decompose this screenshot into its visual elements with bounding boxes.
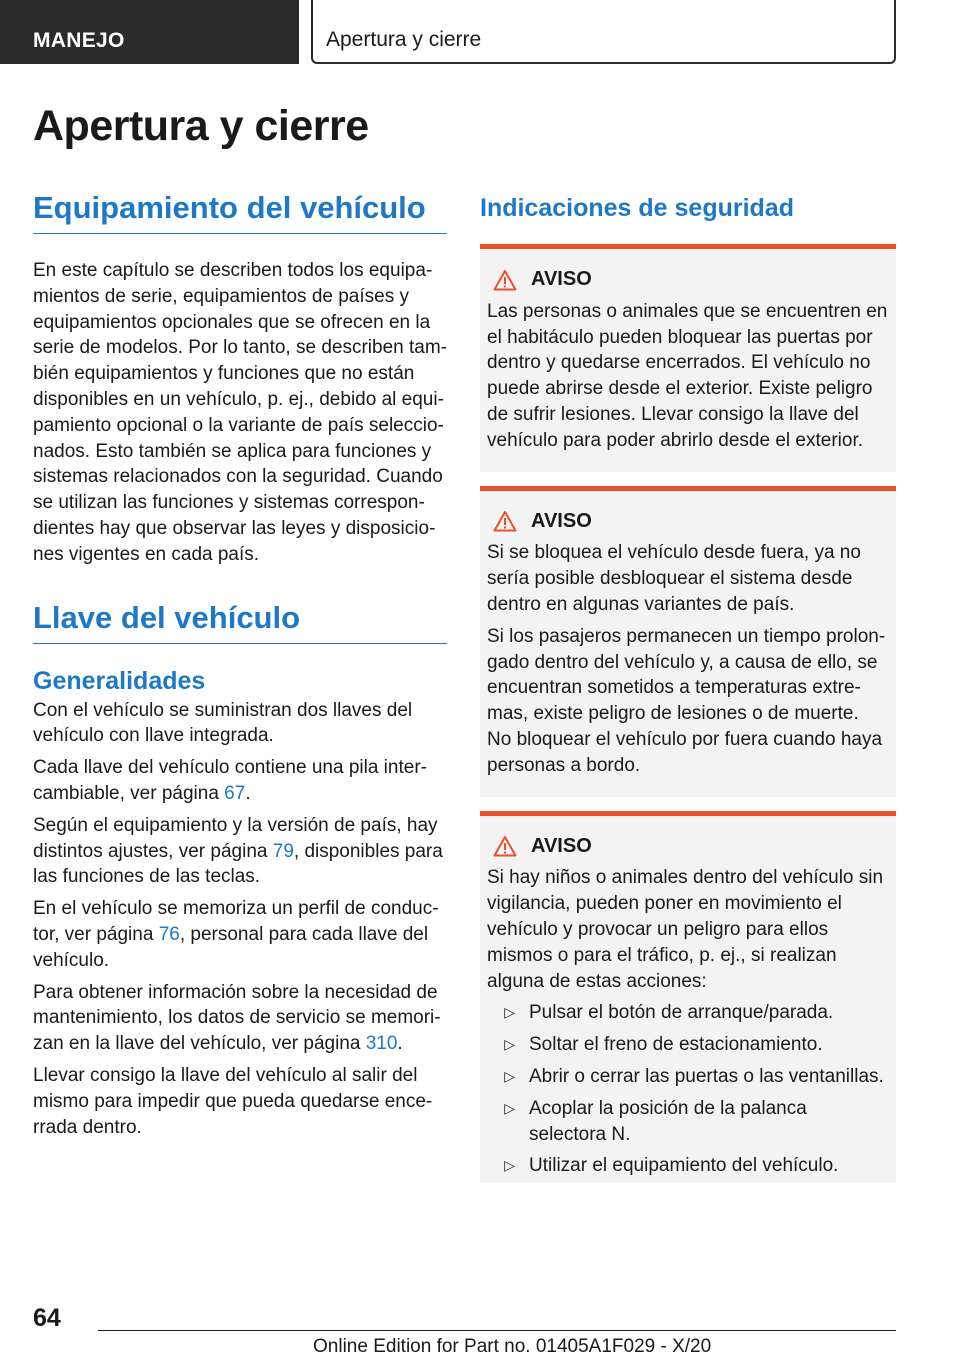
warning-text: Las personas o animales que se encuentren en el habitáculo pueden bloquear las puertas por dentro y quedarse encerrados. El vehículo no puede abrirse desde el exterior. Existe peligro de sufrir lesiones. Llevar consigo la llave del vehículo para poder abrirlo desde el exterior. xyxy=(487,300,888,451)
paragraph-pila: Cada llave del vehículo contiene una pila intercambiable, ver página 67. xyxy=(33,757,427,804)
header-section-tab xyxy=(0,0,299,64)
warning-header xyxy=(487,509,888,535)
warning-label: AVISO xyxy=(531,268,592,290)
header-title-label: Apertura y cierre xyxy=(326,28,482,51)
bullet-triangle-icon: ▷ xyxy=(504,1067,515,1084)
bullet-triangle-icon: ▷ xyxy=(504,1099,515,1116)
warning-label: AVISO xyxy=(531,834,592,857)
footer-divider xyxy=(98,1330,896,1331)
page-link-67[interactable]: 67 xyxy=(224,782,246,804)
page-link-310[interactable]: 310 xyxy=(365,1033,398,1055)
paragraph-mantenimiento: Para obtener información sobre la necesidad de mantenimiento, los datos de servicio se memorizan en la llave del vehículo, ver página 310. xyxy=(33,981,441,1055)
page-link-79[interactable]: 79 xyxy=(272,840,294,862)
warning-label: AVISO xyxy=(531,509,592,532)
page-title: Apertura y cierre xyxy=(33,102,369,150)
warning-text: Si hay niños o animales dentro del vehículo sin vigilancia, pueden poner en movimiento el vehículo y provocar un peligro para ellos mismos o para el tráfico, p. ej., si realizan alguna de estas acciones: xyxy=(487,867,884,992)
warning-text: Si los pasajeros permanecen un tiempo prolongado dentro del vehículo y, a causa de ello, se encuentran sometidos a temperaturas extremas, existe peligro de lesiones o de muerte. No bloquear el vehículo por fuera cuando haya personas a bordo. xyxy=(487,625,886,776)
list-item: ▷ Utilizar el equipamiento del vehículo. xyxy=(487,1153,888,1179)
warning-text: Si se bloquea el vehículo desde fuera, ya no sería posible desbloquear el sistema desde dentro en algunas variantes de país. xyxy=(487,542,861,615)
heading-seguridad: Indicaciones de seguridad xyxy=(480,194,794,222)
bullet-triangle-icon: ▷ xyxy=(504,1004,515,1021)
warning-triangle-icon xyxy=(493,510,517,532)
footer-edition: Online Edition for Part no. 01405A1F029 - X/20 xyxy=(313,1336,712,1357)
paragraph-llaves: Con el vehículo se suministran dos llaves del vehículo con llave integrada. xyxy=(33,699,413,747)
warning-header xyxy=(487,267,888,293)
warning-box-2 xyxy=(480,486,896,797)
list-item: ▷ Abrir o cerrar las puertas o las ventanillas. xyxy=(487,1064,888,1090)
list-item: ▷ Pulsar el botón de arranque/parada. xyxy=(487,1000,888,1026)
page-link-76[interactable]: 76 xyxy=(158,923,180,945)
paragraph-perfil: En el vehículo se memoriza un perfil de conductor, ver página 76, personal para cada llave del vehículo. xyxy=(33,898,439,971)
warning-triangle-icon xyxy=(493,835,517,857)
paragraph-llevar-llave: Llevar consigo la llave del vehículo al salir del mismo para impedir que pueda quedarse encerrada dentro. xyxy=(33,1064,433,1138)
warning-box-1 xyxy=(480,244,896,472)
bullet-triangle-icon: ▷ xyxy=(504,1036,515,1053)
left-column xyxy=(33,190,447,1140)
header-section-label: MANEJO xyxy=(33,29,125,52)
paragraph-equipamiento: En este capítulo se describen todos los equipamientos de serie, equipamientos de países y equipamientos opcionales que se ofrecen en la serie de modelos. Por lo tanto, se describen también equipamientos y funciones que no están disponibles en un vehículo, p. ej., debido al equipamiento opcional o la variante de país seleccionados. Esto también se aplica para funciones y sistemas relacionados con la seguridad. Cuando se utilizan las funciones y sistemas correspondientes hay que observar las leyes y disposiciones vigentes en cada país. xyxy=(33,260,447,565)
bullet-triangle-icon: ▷ xyxy=(504,1157,515,1174)
heading-llave: Llave del vehículo xyxy=(33,600,447,644)
header-title-tab xyxy=(311,0,896,64)
heading-generalidades: Generalidades xyxy=(33,666,206,695)
right-column xyxy=(480,190,896,1183)
warning-box-3 xyxy=(480,811,896,1184)
page-number: 64 xyxy=(33,1304,61,1332)
warning-header xyxy=(487,834,888,860)
paragraph-ajustes: Según el equipamiento y la versión de país, hay distintos ajustes, ver página 79, disponibles para las funciones de las teclas. xyxy=(33,814,443,888)
heading-equipamiento: Equipamiento del vehículo xyxy=(33,190,447,234)
warning-triangle-icon xyxy=(493,269,517,291)
list-item: ▷ Acoplar la posición de la palanca selectora N. xyxy=(487,1096,888,1148)
list-item: ▷ Soltar el freno de estacionamiento. xyxy=(487,1032,888,1058)
